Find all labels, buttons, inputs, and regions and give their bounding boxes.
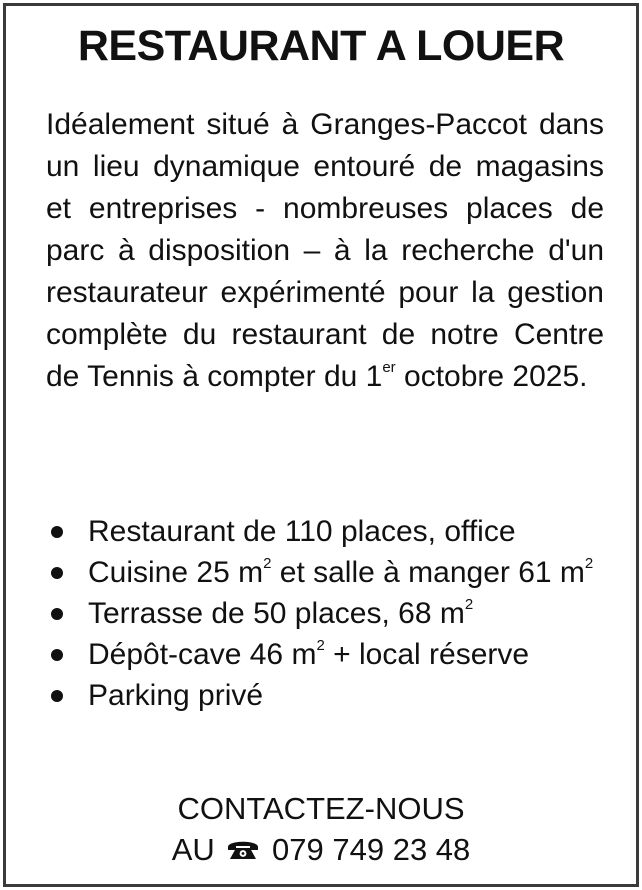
ad-description — [46, 104, 604, 398]
superscript: 2 — [584, 555, 594, 572]
feature-text: Dépôt-cave 46 m — [88, 638, 317, 671]
description-text: Idéalement situé à Granges-Paccot dans un lieu dynamique entouré de magasins et entreprises - nombreuses places de parc à disposition – à la recherche d'un restaurateur expérimenté pour la gestion complète du restaurant de notre Centre de Tennis à compter du 1 — [46, 108, 604, 393]
feature-text: Parking privé — [88, 679, 264, 712]
feature-item — [46, 593, 606, 634]
superscript: 2 — [316, 637, 325, 654]
superscript: 2 — [263, 555, 272, 572]
bullet-icon — [51, 608, 63, 620]
feature-item — [46, 552, 606, 593]
telephone-icon — [225, 832, 261, 858]
contact-block — [6, 788, 636, 870]
feature-list — [46, 511, 606, 716]
bullet-icon — [51, 526, 63, 538]
bullet-icon — [51, 567, 63, 579]
bullet-icon — [51, 690, 63, 702]
ad-frame — [3, 3, 639, 887]
bullet-icon — [51, 649, 63, 661]
contact-prefix: AU — [171, 832, 215, 867]
feature-item — [46, 675, 606, 716]
feature-text-after: et salle à manger 61 m — [271, 556, 585, 589]
feature-text-after: + local réserve — [324, 638, 530, 671]
ad-title: RESTAURANT A LOUER — [77, 22, 565, 70]
contact-phone-number[interactable]: 079 749 23 48 — [272, 832, 471, 867]
superscript: 2 — [464, 596, 474, 613]
feature-text: Terrasse de 50 places, 68 m — [88, 597, 465, 630]
feature-text: Cuisine 25 m — [88, 556, 264, 589]
description-date: octobre 2025. — [395, 360, 588, 393]
contact-phone-line — [6, 829, 636, 870]
ordinal-suffix: er — [382, 359, 396, 376]
contact-heading: CONTACTEZ-NOUS — [177, 791, 465, 826]
feature-text: Restaurant de 110 places, office — [88, 515, 516, 548]
feature-item — [46, 511, 606, 552]
feature-item — [46, 634, 606, 675]
